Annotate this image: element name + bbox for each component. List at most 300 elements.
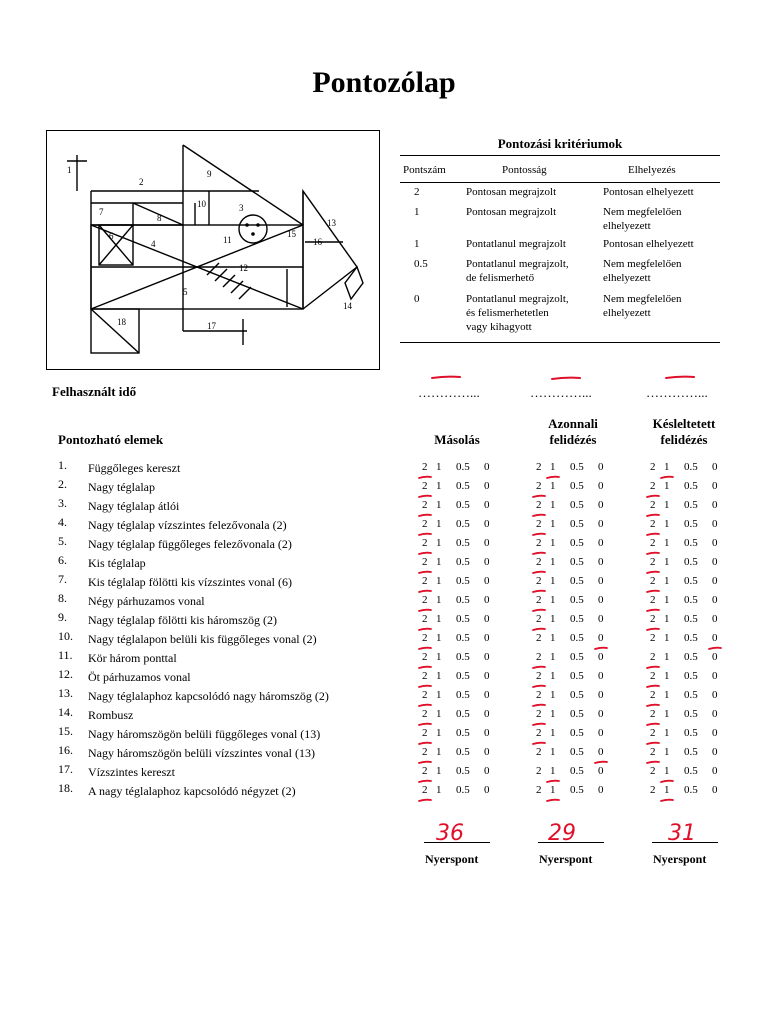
score-option-immediate[interactable]: 0 bbox=[598, 594, 604, 606]
score-option-immediate[interactable]: 0 bbox=[598, 480, 604, 492]
score-option-immediate[interactable]: 1 bbox=[550, 727, 556, 739]
criteria-placement-line: Nem megfelelően bbox=[603, 258, 682, 270]
item-label: Nagy téglalap vízszintes felezővonala (2) bbox=[88, 518, 287, 532]
total-score-immediate: 29 bbox=[548, 821, 576, 846]
score-option-immediate[interactable]: 2 bbox=[536, 784, 542, 796]
score-option-immediate[interactable]: 1 bbox=[550, 594, 556, 606]
total-score-copy: 36 bbox=[436, 821, 464, 846]
score-option-immediate[interactable]: 0.5 bbox=[570, 670, 584, 682]
criteria-placement-line: Pontosan elhelyezett bbox=[603, 238, 694, 250]
score-option-immediate[interactable]: 2 bbox=[536, 708, 542, 720]
score-option-delayed[interactable]: 1 bbox=[664, 480, 670, 492]
score-option-copy[interactable]: 1 bbox=[436, 708, 442, 720]
score-option-immediate[interactable]: 0.5 bbox=[570, 613, 584, 625]
score-option-delayed[interactable]: 1 bbox=[664, 632, 670, 644]
score-option-copy[interactable]: 1 bbox=[436, 689, 442, 701]
score-option-delayed[interactable]: 0.5 bbox=[684, 556, 698, 568]
score-option-delayed[interactable]: 0 bbox=[712, 689, 718, 701]
column-header-line: felidézés bbox=[549, 432, 597, 447]
score-option-immediate[interactable]: 0.5 bbox=[570, 727, 584, 739]
score-option-immediate[interactable]: 2 bbox=[536, 746, 542, 758]
total-line-immediate bbox=[538, 842, 604, 843]
score-option-immediate[interactable]: 0 bbox=[598, 632, 604, 644]
score-option-copy[interactable]: 0.5 bbox=[456, 480, 470, 492]
score-option-copy[interactable]: 2 bbox=[422, 708, 428, 720]
score-option-copy[interactable]: 0.5 bbox=[456, 537, 470, 549]
score-option-copy[interactable]: 2 bbox=[422, 670, 428, 682]
score-option-delayed[interactable]: 1 bbox=[664, 575, 670, 587]
raw-score-label-delayed: Nyerspont bbox=[653, 852, 707, 866]
table-row bbox=[0, 593, 768, 612]
score-option-delayed[interactable]: 0 bbox=[712, 518, 718, 530]
score-option-immediate[interactable]: 1 bbox=[550, 765, 556, 777]
score-option-immediate[interactable]: 2 bbox=[536, 613, 542, 625]
score-option-delayed[interactable]: 1 bbox=[664, 518, 670, 530]
item-number: 11. bbox=[58, 648, 73, 662]
score-option-immediate[interactable]: 0 bbox=[598, 556, 604, 568]
score-option-delayed[interactable]: 0.5 bbox=[684, 727, 698, 739]
score-option-copy[interactable]: 0.5 bbox=[456, 651, 470, 663]
score-option-copy[interactable]: 0.5 bbox=[456, 461, 470, 473]
score-option-copy[interactable]: 0 bbox=[484, 499, 490, 511]
score-option-immediate[interactable]: 0.5 bbox=[570, 746, 584, 758]
score-option-copy[interactable]: 2 bbox=[422, 632, 428, 644]
criteria-accuracy-line: Pontatlanul megrajzolt, bbox=[466, 293, 569, 305]
score-option-copy[interactable]: 1 bbox=[436, 518, 442, 530]
score-option-immediate[interactable]: 2 bbox=[536, 480, 542, 492]
criteria-placement-line: Nem megfelelően bbox=[603, 206, 682, 218]
score-option-immediate[interactable]: 2 bbox=[536, 632, 542, 644]
figure-label: 11 bbox=[223, 235, 232, 245]
score-option-immediate[interactable]: 0.5 bbox=[570, 765, 584, 777]
score-option-delayed[interactable]: 1 bbox=[664, 499, 670, 511]
criteria-placement bbox=[603, 257, 682, 285]
score-option-copy[interactable]: 0 bbox=[484, 651, 490, 663]
score-option-delayed[interactable]: 0 bbox=[712, 461, 718, 473]
score-option-copy[interactable]: 1 bbox=[436, 670, 442, 682]
score-option-delayed[interactable]: 0.5 bbox=[684, 708, 698, 720]
item-number: 15. bbox=[58, 724, 73, 738]
criteria-placement bbox=[603, 205, 682, 233]
item-number: 16. bbox=[58, 743, 73, 757]
score-option-copy[interactable]: 0 bbox=[484, 632, 490, 644]
score-option-copy[interactable]: 0 bbox=[484, 537, 490, 549]
score-option-immediate[interactable]: 0 bbox=[598, 784, 604, 796]
score-option-delayed[interactable]: 0.5 bbox=[684, 594, 698, 606]
criteria-placement-line: Pontosan elhelyezett bbox=[603, 186, 694, 198]
score-option-copy[interactable]: 0.5 bbox=[456, 632, 470, 644]
score-option-immediate[interactable]: 2 bbox=[536, 556, 542, 568]
score-option-copy[interactable]: 2 bbox=[422, 689, 428, 701]
score-option-delayed[interactable]: 0 bbox=[712, 632, 718, 644]
criteria-accuracy bbox=[466, 292, 569, 334]
figure-label: 2 bbox=[139, 177, 144, 187]
score-option-copy[interactable]: 1 bbox=[436, 480, 442, 492]
score-option-delayed[interactable]: 2 bbox=[650, 746, 656, 758]
score-option-delayed[interactable]: 2 bbox=[650, 784, 656, 796]
score-option-delayed[interactable]: 1 bbox=[664, 784, 670, 796]
table-row bbox=[0, 631, 768, 650]
score-option-immediate[interactable]: 1 bbox=[550, 708, 556, 720]
score-option-delayed[interactable]: 2 bbox=[650, 765, 656, 777]
used-time-delayed[interactable]: …………... bbox=[646, 385, 708, 400]
score-option-copy[interactable]: 2 bbox=[422, 575, 428, 587]
item-number: 5. bbox=[58, 534, 67, 548]
score-option-copy[interactable]: 0 bbox=[484, 461, 490, 473]
score-option-immediate[interactable]: 2 bbox=[536, 537, 542, 549]
score-option-copy[interactable]: 0 bbox=[484, 765, 490, 777]
score-option-immediate[interactable]: 1 bbox=[550, 537, 556, 549]
score-option-copy[interactable]: 2 bbox=[422, 518, 428, 530]
table-row bbox=[0, 669, 768, 688]
table-row bbox=[0, 688, 768, 707]
score-option-delayed[interactable]: 1 bbox=[664, 651, 670, 663]
figure-label: 17 bbox=[207, 321, 216, 331]
score-option-copy[interactable]: 0 bbox=[484, 746, 490, 758]
score-option-delayed[interactable]: 1 bbox=[664, 727, 670, 739]
score-option-copy[interactable]: 0.5 bbox=[456, 556, 470, 568]
score-option-delayed[interactable]: 1 bbox=[664, 594, 670, 606]
criteria-placement-line: elhelyezett bbox=[603, 307, 651, 319]
score-option-delayed[interactable]: 2 bbox=[650, 594, 656, 606]
raw-score-label-immediate: Nyerspont bbox=[539, 852, 593, 866]
score-option-immediate[interactable]: 1 bbox=[550, 651, 556, 663]
score-option-immediate[interactable]: 0 bbox=[598, 651, 604, 663]
figure-label: 5 bbox=[183, 287, 188, 297]
item-number: 9. bbox=[58, 610, 67, 624]
table-row bbox=[0, 707, 768, 726]
score-option-copy[interactable]: 0.5 bbox=[456, 613, 470, 625]
score-option-copy[interactable]: 0 bbox=[484, 518, 490, 530]
score-option-copy[interactable]: 0.5 bbox=[456, 784, 470, 796]
used-time-immediate[interactable]: …………... bbox=[530, 385, 592, 400]
score-option-delayed[interactable]: 0.5 bbox=[684, 689, 698, 701]
score-option-copy[interactable]: 1 bbox=[436, 556, 442, 568]
criteria-bottom-rule bbox=[400, 342, 720, 343]
score-option-delayed[interactable]: 0 bbox=[712, 594, 718, 606]
score-option-copy[interactable]: 1 bbox=[436, 499, 442, 511]
score-option-immediate[interactable]: 1 bbox=[550, 784, 556, 796]
score-option-delayed[interactable]: 2 bbox=[650, 613, 656, 625]
score-option-delayed[interactable]: 1 bbox=[664, 746, 670, 758]
score-option-immediate[interactable]: 0.5 bbox=[570, 594, 584, 606]
used-time-copy[interactable]: …………... bbox=[418, 385, 480, 400]
score-option-delayed[interactable]: 2 bbox=[650, 480, 656, 492]
score-option-delayed[interactable]: 1 bbox=[664, 613, 670, 625]
criteria-placement-line: Nem megfelelően bbox=[603, 293, 682, 305]
table-row bbox=[0, 460, 768, 479]
score-option-delayed[interactable]: 2 bbox=[650, 461, 656, 473]
score-option-immediate[interactable]: 1 bbox=[550, 480, 556, 492]
score-option-delayed[interactable]: 1 bbox=[664, 556, 670, 568]
score-option-immediate[interactable]: 0 bbox=[598, 765, 604, 777]
score-option-copy[interactable]: 0 bbox=[484, 613, 490, 625]
criteria-accuracy bbox=[466, 185, 556, 199]
score-option-delayed[interactable]: 2 bbox=[650, 575, 656, 587]
score-option-copy[interactable]: 2 bbox=[422, 556, 428, 568]
item-label: Nagy téglalap fölötti kis háromszög (2) bbox=[88, 613, 277, 627]
table-row bbox=[0, 479, 768, 498]
criteria-score: 0.5 bbox=[414, 258, 428, 270]
figure-label: 7 bbox=[99, 207, 104, 217]
score-option-copy[interactable]: 1 bbox=[436, 461, 442, 473]
score-option-delayed[interactable]: 0.5 bbox=[684, 746, 698, 758]
score-option-immediate[interactable]: 0.5 bbox=[570, 784, 584, 796]
score-option-copy[interactable]: 2 bbox=[422, 651, 428, 663]
item-label: Öt párhuzamos vonal bbox=[88, 670, 191, 684]
score-option-delayed[interactable]: 0.5 bbox=[684, 575, 698, 587]
score-option-copy[interactable]: 0 bbox=[484, 784, 490, 796]
item-number: 10. bbox=[58, 629, 73, 643]
score-option-delayed[interactable]: 0.5 bbox=[684, 518, 698, 530]
score-option-copy[interactable]: 1 bbox=[436, 594, 442, 606]
item-label: Vízszintes kereszt bbox=[88, 765, 175, 779]
score-option-delayed[interactable]: 2 bbox=[650, 499, 656, 511]
score-option-delayed[interactable]: 2 bbox=[650, 518, 656, 530]
score-option-immediate[interactable]: 0 bbox=[598, 727, 604, 739]
figure-label: 15 bbox=[287, 229, 296, 239]
figure-label: 6 bbox=[109, 231, 114, 241]
score-option-immediate[interactable]: 1 bbox=[550, 575, 556, 587]
score-option-immediate[interactable]: 0.5 bbox=[570, 575, 584, 587]
score-option-delayed[interactable]: 0 bbox=[712, 537, 718, 549]
score-option-copy[interactable]: 0 bbox=[484, 594, 490, 606]
score-option-immediate[interactable]: 1 bbox=[550, 613, 556, 625]
score-option-delayed[interactable]: 0.5 bbox=[684, 670, 698, 682]
item-label: Nagy téglalap bbox=[88, 480, 155, 494]
score-option-immediate[interactable]: 2 bbox=[536, 727, 542, 739]
column-header-delayed bbox=[636, 416, 732, 448]
criteria-score: 2 bbox=[414, 186, 420, 198]
score-option-immediate[interactable]: 0.5 bbox=[570, 480, 584, 492]
criteria-placement bbox=[603, 292, 682, 320]
table-row bbox=[0, 612, 768, 631]
score-option-copy[interactable]: 0.5 bbox=[456, 746, 470, 758]
score-option-delayed[interactable]: 0 bbox=[712, 499, 718, 511]
score-option-immediate[interactable]: 0 bbox=[598, 518, 604, 530]
score-option-delayed[interactable]: 0.5 bbox=[684, 765, 698, 777]
score-option-copy[interactable]: 1 bbox=[436, 632, 442, 644]
figure-label: 9 bbox=[207, 169, 212, 179]
score-option-immediate[interactable]: 0 bbox=[598, 613, 604, 625]
score-option-delayed[interactable]: 1 bbox=[664, 670, 670, 682]
score-option-delayed[interactable]: 0 bbox=[712, 575, 718, 587]
score-option-delayed[interactable]: 0.5 bbox=[684, 480, 698, 492]
criteria-accuracy bbox=[466, 257, 569, 285]
score-option-delayed[interactable]: 2 bbox=[650, 689, 656, 701]
item-number: 14. bbox=[58, 705, 73, 719]
used-time-mark bbox=[552, 378, 580, 379]
score-option-immediate[interactable]: 0.5 bbox=[570, 651, 584, 663]
score-option-delayed[interactable]: 0 bbox=[712, 727, 718, 739]
item-label: Rombusz bbox=[88, 708, 134, 722]
score-option-delayed[interactable]: 0.5 bbox=[684, 537, 698, 549]
score-option-delayed[interactable]: 2 bbox=[650, 651, 656, 663]
score-option-copy[interactable]: 0 bbox=[484, 480, 490, 492]
score-option-immediate[interactable]: 1 bbox=[550, 518, 556, 530]
score-option-copy[interactable]: 0.5 bbox=[456, 594, 470, 606]
score-option-delayed[interactable]: 0 bbox=[712, 765, 718, 777]
score-option-copy[interactable]: 0 bbox=[484, 556, 490, 568]
score-option-copy[interactable]: 0.5 bbox=[456, 499, 470, 511]
score-option-copy[interactable]: 0.5 bbox=[456, 575, 470, 587]
score-option-immediate[interactable]: 0.5 bbox=[570, 461, 584, 473]
score-option-delayed[interactable]: 0 bbox=[712, 651, 718, 663]
score-option-immediate[interactable]: 0.5 bbox=[570, 518, 584, 530]
table-row bbox=[0, 555, 768, 574]
criteria-accuracy-line: vagy kihagyott bbox=[466, 321, 532, 333]
score-option-delayed[interactable]: 0.5 bbox=[684, 461, 698, 473]
score-option-delayed[interactable]: 2 bbox=[650, 556, 656, 568]
score-option-copy[interactable]: 0.5 bbox=[456, 689, 470, 701]
raw-score-label-copy: Nyerspont bbox=[425, 852, 479, 866]
score-option-copy[interactable]: 2 bbox=[422, 746, 428, 758]
score-option-copy[interactable]: 2 bbox=[422, 537, 428, 549]
criteria-score: 1 bbox=[414, 238, 420, 250]
score-option-immediate[interactable]: 2 bbox=[536, 765, 542, 777]
score-option-copy[interactable]: 2 bbox=[422, 499, 428, 511]
score-option-immediate[interactable]: 2 bbox=[536, 689, 542, 701]
score-option-copy[interactable]: 1 bbox=[436, 575, 442, 587]
score-option-copy[interactable]: 0 bbox=[484, 708, 490, 720]
score-option-copy[interactable]: 2 bbox=[422, 765, 428, 777]
used-time-label: Felhasznált idő bbox=[52, 384, 137, 399]
score-option-immediate[interactable]: 0 bbox=[598, 708, 604, 720]
score-option-delayed[interactable]: 1 bbox=[664, 765, 670, 777]
score-option-copy[interactable]: 2 bbox=[422, 784, 428, 796]
score-option-copy[interactable]: 2 bbox=[422, 594, 428, 606]
score-option-copy[interactable]: 1 bbox=[436, 613, 442, 625]
score-option-immediate[interactable]: 1 bbox=[550, 670, 556, 682]
score-option-delayed[interactable]: 0 bbox=[712, 613, 718, 625]
score-option-copy[interactable]: 0 bbox=[484, 575, 490, 587]
score-option-delayed[interactable]: 0 bbox=[712, 670, 718, 682]
score-option-copy[interactable]: 2 bbox=[422, 461, 428, 473]
item-number: 4. bbox=[58, 515, 67, 529]
item-label: Nagy téglalap átlói bbox=[88, 499, 180, 513]
score-option-immediate[interactable]: 0 bbox=[598, 575, 604, 587]
figure-label: 1 bbox=[67, 165, 72, 175]
item-number: 1. bbox=[58, 458, 67, 472]
table-row bbox=[0, 726, 768, 745]
score-option-immediate[interactable]: 2 bbox=[536, 594, 542, 606]
score-option-immediate[interactable]: 0 bbox=[598, 670, 604, 682]
score-option-delayed[interactable]: 2 bbox=[650, 537, 656, 549]
score-option-immediate[interactable]: 2 bbox=[536, 670, 542, 682]
score-option-copy[interactable]: 0.5 bbox=[456, 670, 470, 682]
criteria-accuracy bbox=[466, 205, 556, 219]
score-option-immediate[interactable]: 0 bbox=[598, 499, 604, 511]
score-option-copy[interactable]: 0 bbox=[484, 689, 490, 701]
score-option-delayed[interactable]: 1 bbox=[664, 708, 670, 720]
score-option-immediate[interactable]: 2 bbox=[536, 499, 542, 511]
score-option-copy[interactable]: 1 bbox=[436, 765, 442, 777]
score-option-immediate[interactable]: 0 bbox=[598, 537, 604, 549]
score-option-delayed[interactable]: 2 bbox=[650, 708, 656, 720]
score-option-immediate[interactable]: 2 bbox=[536, 518, 542, 530]
used-time-mark bbox=[432, 377, 460, 378]
score-option-immediate[interactable]: 2 bbox=[536, 575, 542, 587]
score-option-delayed[interactable]: 1 bbox=[664, 537, 670, 549]
score-option-immediate[interactable]: 0.5 bbox=[570, 632, 584, 644]
criteria-score: 1 bbox=[414, 206, 420, 218]
score-option-copy[interactable]: 0.5 bbox=[456, 727, 470, 739]
score-option-delayed[interactable]: 2 bbox=[650, 632, 656, 644]
score-option-immediate[interactable]: 2 bbox=[536, 461, 542, 473]
score-option-delayed[interactable]: 0.5 bbox=[684, 613, 698, 625]
column-header-line: felidézés bbox=[660, 432, 708, 447]
table-row bbox=[0, 764, 768, 783]
score-option-delayed[interactable]: 0.5 bbox=[684, 784, 698, 796]
score-option-delayed[interactable]: 1 bbox=[664, 461, 670, 473]
total-score-delayed: 31 bbox=[668, 821, 696, 846]
score-option-immediate[interactable]: 1 bbox=[550, 689, 556, 701]
criteria-placement bbox=[603, 237, 694, 251]
score-option-immediate[interactable]: 1 bbox=[550, 746, 556, 758]
score-option-copy[interactable]: 0 bbox=[484, 727, 490, 739]
score-option-immediate[interactable]: 0 bbox=[598, 689, 604, 701]
figure-label: 12 bbox=[239, 263, 248, 273]
score-option-copy[interactable]: 2 bbox=[422, 727, 428, 739]
score-option-delayed[interactable]: 2 bbox=[650, 727, 656, 739]
score-option-copy[interactable]: 0.5 bbox=[456, 708, 470, 720]
score-option-delayed[interactable]: 0 bbox=[712, 784, 718, 796]
score-option-immediate[interactable]: 0 bbox=[598, 461, 604, 473]
score-option-immediate[interactable]: 1 bbox=[550, 461, 556, 473]
score-option-delayed[interactable]: 0 bbox=[712, 708, 718, 720]
score-option-copy[interactable]: 0.5 bbox=[456, 518, 470, 530]
total-line-delayed bbox=[652, 842, 718, 843]
table-row bbox=[0, 498, 768, 517]
score-option-copy[interactable]: 1 bbox=[436, 537, 442, 549]
item-label: Függőleges kereszt bbox=[88, 461, 181, 475]
score-option-copy[interactable]: 1 bbox=[436, 746, 442, 758]
score-option-copy[interactable]: 1 bbox=[436, 784, 442, 796]
score-option-copy[interactable]: 2 bbox=[422, 480, 428, 492]
score-option-copy[interactable]: 0.5 bbox=[456, 765, 470, 777]
score-option-delayed[interactable]: 0.5 bbox=[684, 651, 698, 663]
score-option-immediate[interactable]: 1 bbox=[550, 632, 556, 644]
score-option-delayed[interactable]: 0 bbox=[712, 746, 718, 758]
score-option-delayed[interactable]: 0.5 bbox=[684, 499, 698, 511]
score-option-immediate[interactable]: 0.5 bbox=[570, 708, 584, 720]
score-option-immediate[interactable]: 1 bbox=[550, 499, 556, 511]
score-option-delayed[interactable]: 0.5 bbox=[684, 632, 698, 644]
score-option-immediate[interactable]: 1 bbox=[550, 556, 556, 568]
table-row bbox=[0, 536, 768, 555]
score-option-delayed[interactable]: 0 bbox=[712, 480, 718, 492]
score-option-delayed[interactable]: 2 bbox=[650, 670, 656, 682]
score-option-immediate[interactable]: 2 bbox=[536, 651, 542, 663]
item-number: 13. bbox=[58, 686, 73, 700]
score-option-delayed[interactable]: 1 bbox=[664, 689, 670, 701]
figure-label: 18 bbox=[117, 317, 126, 327]
item-number: 3. bbox=[58, 496, 67, 510]
score-option-copy[interactable]: 1 bbox=[436, 727, 442, 739]
score-option-copy[interactable]: 1 bbox=[436, 651, 442, 663]
score-option-delayed[interactable]: 0 bbox=[712, 556, 718, 568]
criteria-header-score: Pontszám bbox=[403, 164, 446, 176]
score-option-immediate[interactable]: 0.5 bbox=[570, 499, 584, 511]
score-option-immediate[interactable]: 0 bbox=[598, 746, 604, 758]
score-option-immediate[interactable]: 0.5 bbox=[570, 689, 584, 701]
score-option-copy[interactable]: 0 bbox=[484, 670, 490, 682]
score-option-immediate[interactable]: 0.5 bbox=[570, 556, 584, 568]
table-row bbox=[0, 783, 768, 802]
score-option-copy[interactable]: 2 bbox=[422, 613, 428, 625]
figure-label: 14 bbox=[343, 301, 352, 311]
score-option-immediate[interactable]: 0.5 bbox=[570, 537, 584, 549]
